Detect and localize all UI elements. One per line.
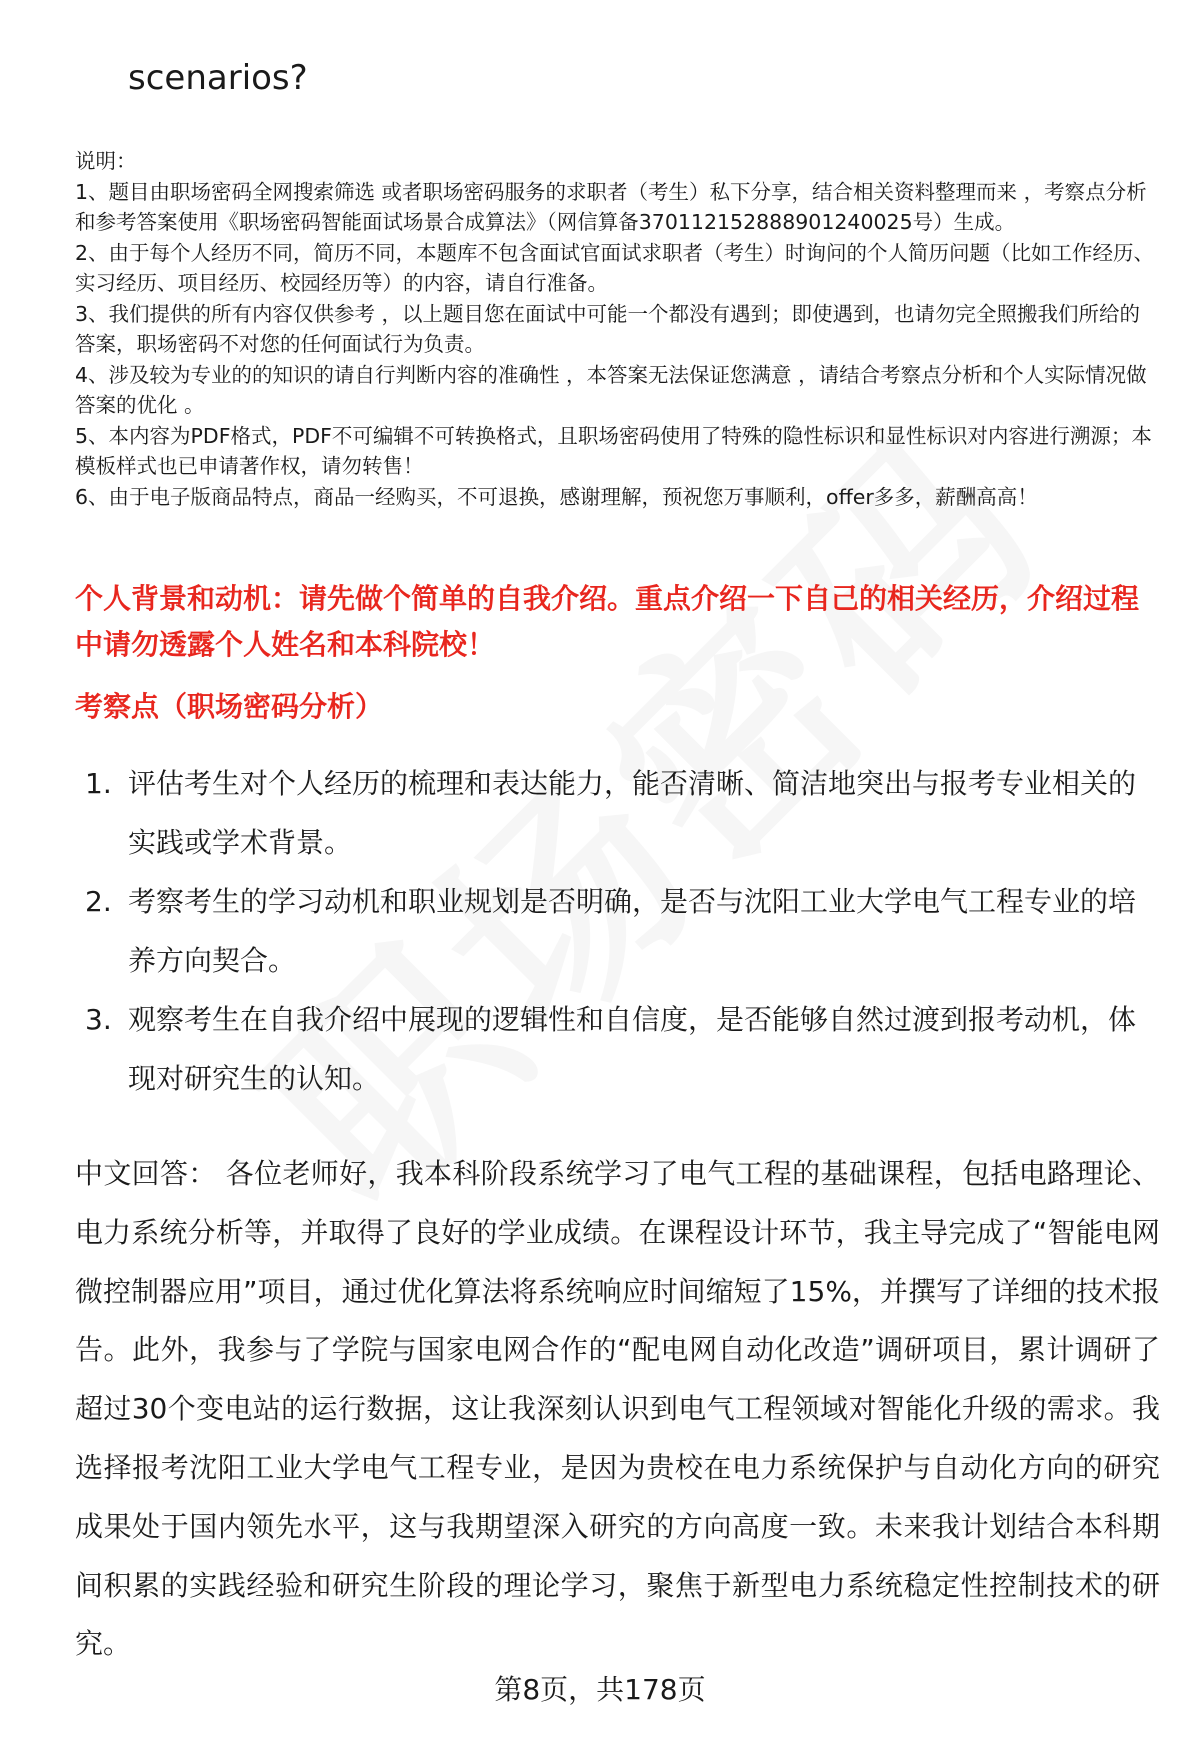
analysis-point-number: 2. — [85, 885, 112, 918]
analysis-point-text: 评估考生对个人经历的梳理和表达能力，能否清晰、简洁地突出与报考专业相关的实践或学术背景。 — [128, 767, 1137, 859]
analysis-point-number: 3. — [85, 1003, 112, 1036]
analysis-point-text: 观察考生在自我介绍中展现的逻辑性和自信度，是否能够自然过渡到报考动机，体现对研究生的认知。 — [128, 1003, 1137, 1095]
analysis-point — [75, 872, 1155, 990]
page-number-footer: 第8页，共178页 — [494, 1673, 706, 1706]
previous-question-fragment: scenarios? — [128, 58, 308, 98]
note-item: 1、题目由职场密码全网搜索筛选 或者职场密码服务的求职者（考生）私下分享，结合相关资料整理而来 ，考察点分析和参考答案使用《职场密码智能面试场景合成算法》（网信算备370112152888901240025号）生成。 — [75, 179, 1147, 234]
notes-title: 说明： — [75, 149, 137, 173]
question-heading: 个人背景和动机：请先做个简单的自我介绍。重点介绍一下自己的相关经历，介绍过程中请勿透露个人姓名和本科院校！ — [75, 582, 1140, 661]
note-item: 4、涉及较为专业的的知识的请自行判断内容的准确性 ，本答案无法保证您满意 ，请结合考察点分析和个人实际情况做答案的优化 。 — [75, 362, 1147, 417]
analysis-heading: 考察点（职场密码分析） — [75, 690, 384, 723]
note-item: 5、本内容为PDF格式，PDF不可编辑不可转换格式，且职场密码使用了特殊的隐性标识和显性标识对内容进行溯源；本模板样式也已申请著作权，请勿转售！ — [75, 423, 1152, 478]
analysis-list — [75, 754, 1155, 1108]
analysis-point — [75, 990, 1155, 1108]
note-item: 6、由于电子版商品特点，商品一经购买，不可退换，感谢理解，预祝您万事顺利，offer多多，薪酬高高！ — [75, 484, 1038, 509]
analysis-point-number: 1. — [85, 767, 112, 800]
analysis-point — [75, 754, 1155, 872]
analysis-point-text: 考察考生的学习动机和职业规划是否明确，是否与沈阳工业大学电气工程专业的培养方向契合。 — [128, 885, 1137, 977]
notes-block — [75, 146, 1155, 512]
answer-paragraph: 中文回答： 各位老师好，我本科阶段系统学习了电气工程的基础课程，包括电路理论、电力系统分析等，并取得了良好的学业成绩。在课程设计环节，我主导完成了“智能电网微控制器应用”项目，通过优化算法将系统响应时间缩短了15%，并撰写了详细的技术报告。此外，我参与了学院与国家电网合作的“配电网自动化改造”调研项目，累计调研了超过30个变电站的运行数据，这让我深刻认识到电气工程领域对智能化升级的需求。我选择报考沈阳工业大学电气工程专业，是因为贵校在电力系统保护与自动化方向的研究成果处于国内领先水平，这与我期望深入研究的方向高度一致。未来我计划结合本科期间积累的实践经验和研究生阶段的理论学习，聚焦于新型电力系统稳定性控制技术的研究。 — [75, 1157, 1160, 1661]
note-item: 2、由于每个人经历不同，简历不同，本题库不包含面试官面试求职者（考生）时询问的个人简历问题（比如工作经历、实习经历、项目经历、校园经历等）的内容，请自行准备。 — [75, 240, 1155, 295]
note-item: 3、我们提供的所有内容仅供参考 ，以上题目您在面试中可能一个都没有遇到；即使遇到，也请勿完全照搬我们所给的答案，职场密码不对您的任何面试行为负责。 — [75, 301, 1141, 356]
